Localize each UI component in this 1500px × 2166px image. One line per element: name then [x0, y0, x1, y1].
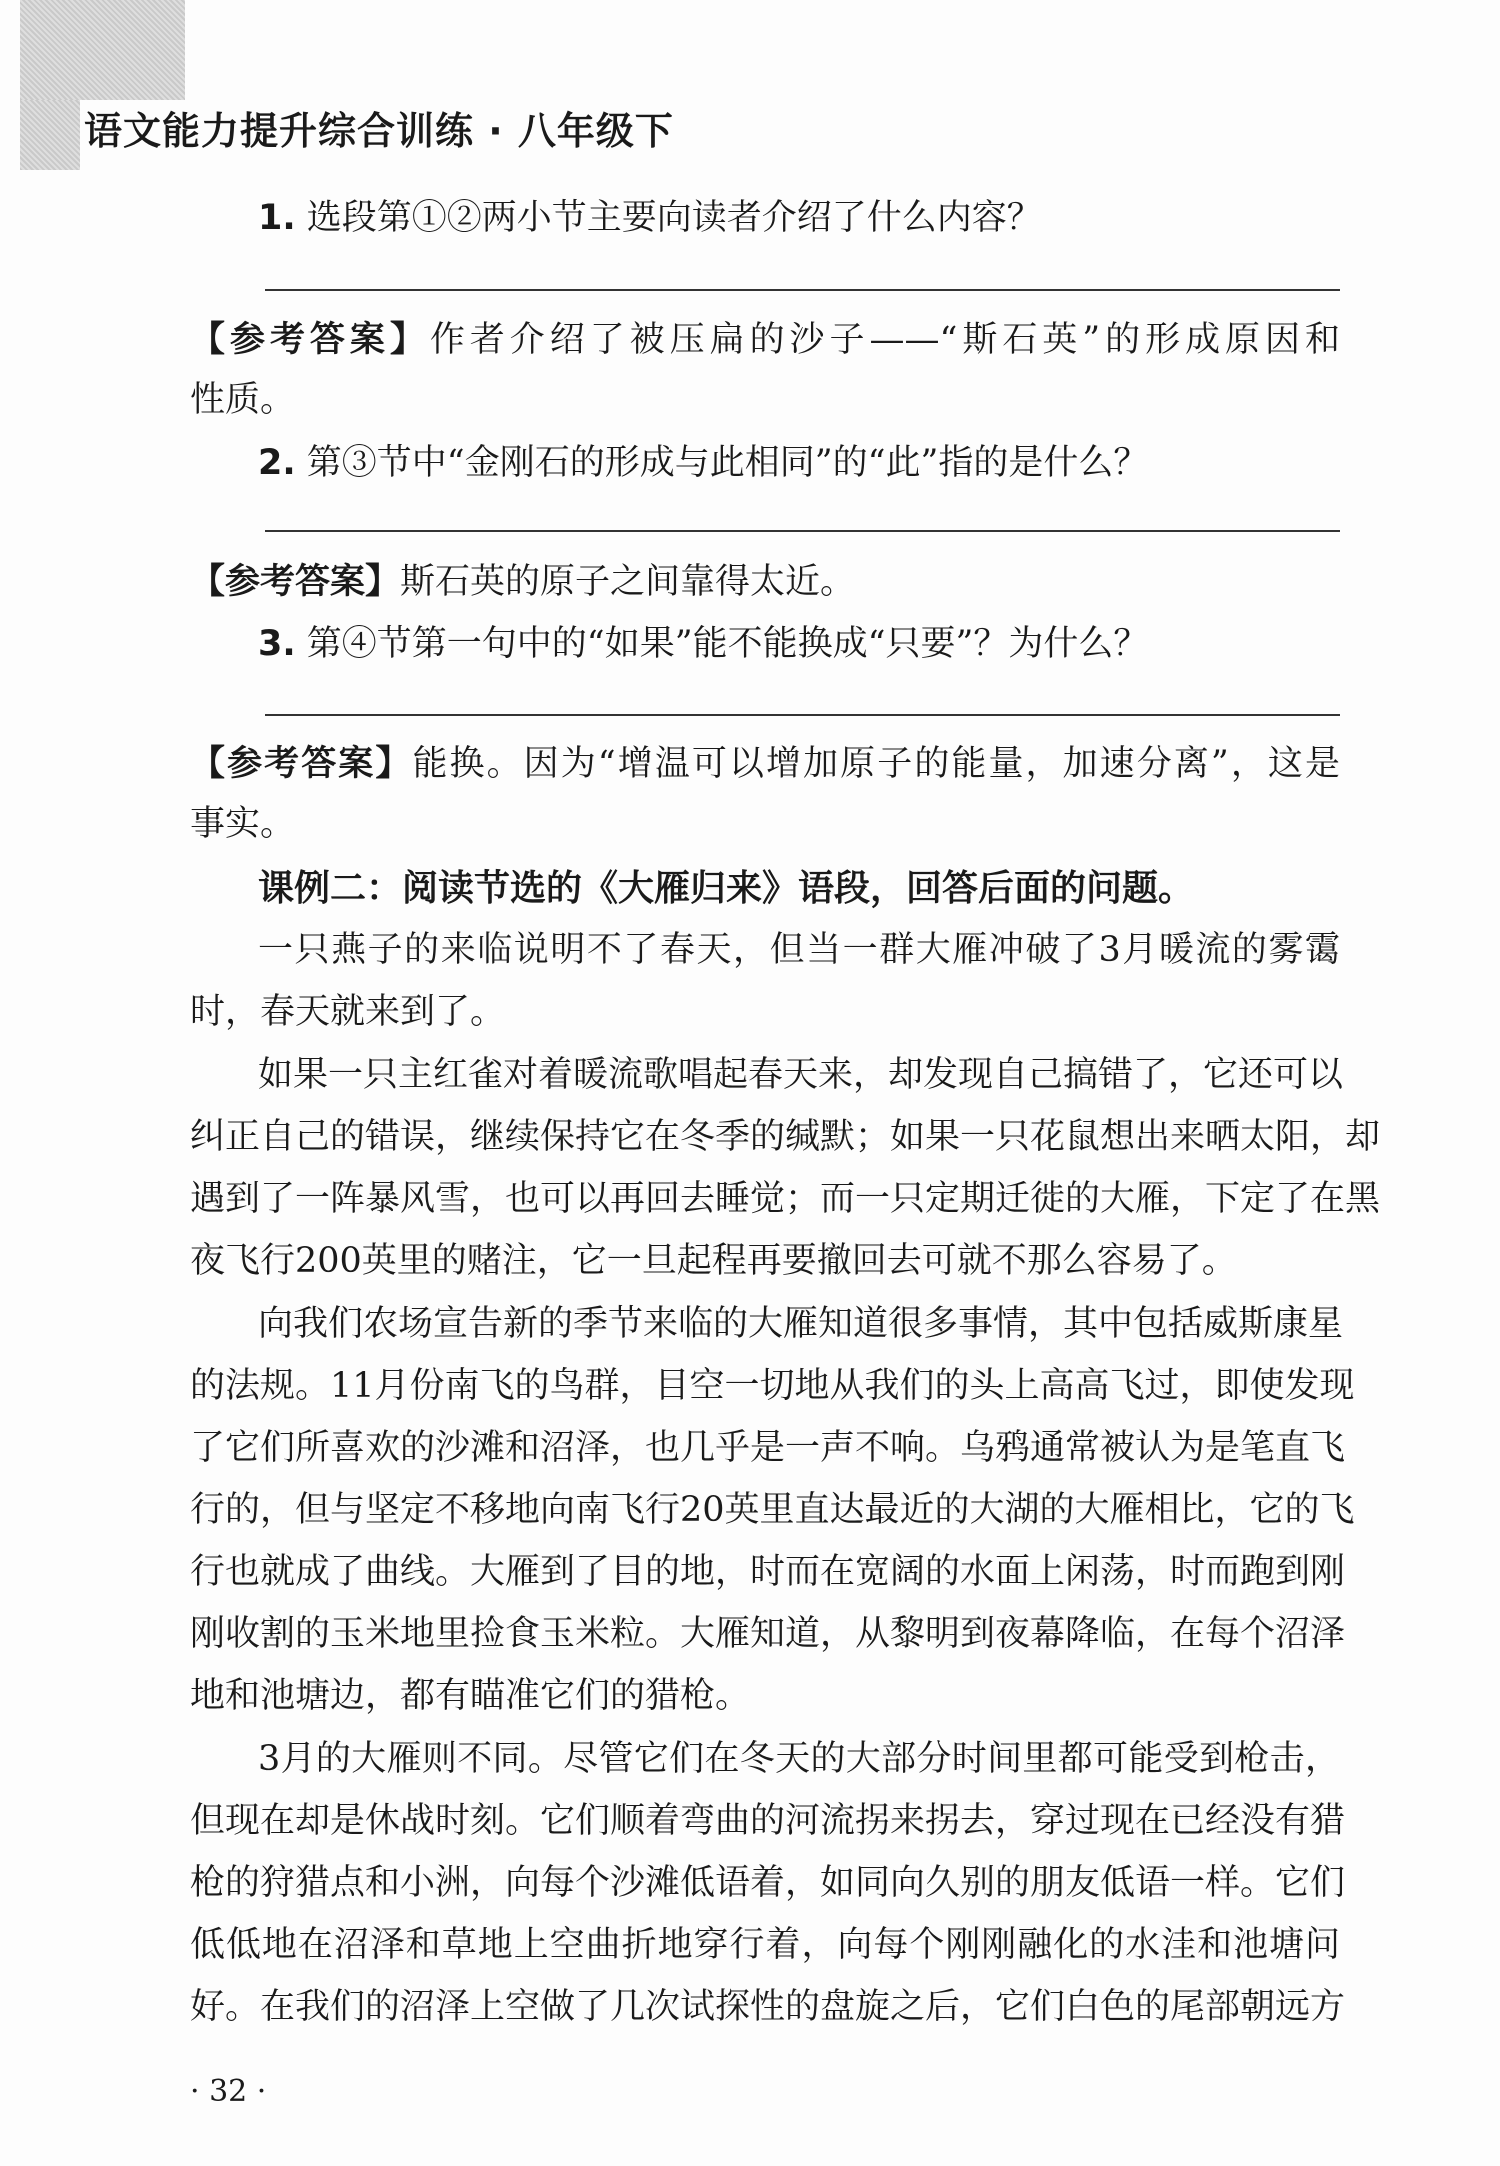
- answer-rule: [265, 714, 1340, 716]
- answer-rule: [265, 530, 1340, 532]
- paragraph-line: 了它们所喜欢的沙滩和沼泽，也几乎是一声不响。乌鸦通常被认为是笔直飞: [190, 1428, 1346, 1468]
- question-number: 2.: [258, 443, 296, 483]
- answer-2: [190, 554, 855, 604]
- page-number: · 32 ·: [190, 2074, 267, 2109]
- question-text: 选段第①②两小节主要向读者介绍了什么内容？: [306, 198, 1042, 238]
- answer-label: 【参考答案】: [190, 320, 430, 360]
- paragraph-line: 纠正自己的错误，继续保持它在冬季的缄默；如果一只花鼠想出来晒太阳，却: [190, 1117, 1381, 1157]
- answer-3-line-1: [190, 736, 1340, 786]
- paragraph-line: 好。在我们的沼泽上空做了几次试探性的盘旋之后，它们白色的尾部朝远方: [190, 1987, 1346, 2027]
- paragraph-line: 地和池塘边，都有瞄准它们的猎枪。: [190, 1676, 751, 1716]
- question-number: 1.: [258, 198, 296, 238]
- paragraph-line: 刚收割的玉米地里捡食玉米粒。大雁知道，从黎明到夜幕降临，在每个沼泽: [190, 1614, 1346, 1654]
- answer-text: 作者介绍了被压扁的沙子——“斯石英”的形成原因和: [429, 320, 1340, 360]
- question-3: [258, 616, 1148, 666]
- paragraph-line: 的法规。11月份南飞的鸟群，目空一切地从我们的头上高高飞过，即使发现: [190, 1366, 1355, 1406]
- answer-text: 斯石英的原子之间靠得太近。: [400, 562, 856, 602]
- answer-3-line-2: 事实。: [190, 804, 296, 844]
- answer-text: 能换。因为“增温可以增加原子的能量，加速分离”，这是: [412, 744, 1340, 784]
- paragraph-line: 夜飞行200英里的赌注，它一旦起程再要撤回去可就不那么容易了。: [190, 1241, 1237, 1281]
- paragraph-line: 如果一只主红雀对着暖流歌唱起春天来，却发现自己搞错了，它还可以: [258, 1055, 1344, 1095]
- question-1: [258, 190, 1042, 240]
- question-text: 第④节第一句中的“如果”能不能换成“只要”？为什么？: [306, 624, 1149, 664]
- paragraph-line: 行的，但与坚定不移地向南飞行20英里直达最近的大湖的大雁相比，它的飞: [190, 1490, 1355, 1530]
- question-text: 第③节中“金刚石的形成与此相同”的“此”指的是什么？: [306, 443, 1149, 483]
- paragraph-line: 时，春天就来到了。: [190, 992, 506, 1032]
- running-header: 语文能力提升综合训练 · 八年级下: [84, 109, 674, 153]
- paragraph-line: 行也就成了曲线。大雁到了目的地，时而在宽阔的水面上闲荡，时而跑到刚: [190, 1552, 1346, 1592]
- answer-label: 【参考答案】: [190, 562, 401, 602]
- answer-1-line-1: [190, 312, 1340, 362]
- corner-decoration: [20, 0, 185, 100]
- paragraph-line: 遇到了一阵暴风雪，也可以再回去睡觉；而一只定期迁徙的大雁，下定了在黑: [190, 1179, 1381, 1219]
- answer-rule: [265, 289, 1340, 291]
- paragraph-line: 但现在却是休战时刻。它们顺着弯曲的河流拐来拐去，穿过现在已经没有猎: [190, 1801, 1346, 1841]
- paragraph-line: 低低地在沼泽和草地上空曲折地穿行着，向每个刚刚融化的水洼和池塘问: [190, 1925, 1340, 1965]
- answer-label: 【参考答案】: [190, 744, 413, 784]
- paragraph-line: 一只燕子的来临说明不了春天，但当一群大雁冲破了3月暖流的雾霭: [258, 930, 1340, 970]
- corner-decoration-lower: [20, 100, 80, 170]
- question-2: [258, 435, 1148, 485]
- question-number: 3.: [258, 624, 296, 664]
- paragraph-line: 向我们农场宣告新的季节来临的大雁知道很多事情，其中包括威斯康星: [258, 1304, 1344, 1344]
- answer-1-line-2: 性质。: [190, 380, 296, 420]
- section-title: 课例二：阅读节选的《大雁归来》语段，回答后面的问题。: [258, 868, 1195, 909]
- paragraph-line: 枪的狩猎点和小洲，向每个沙滩低语着，如同向久别的朋友低语一样。它们: [190, 1863, 1346, 1903]
- paragraph-line: 3月的大雁则不同。尽管它们在冬天的大部分时间里都可能受到枪击，: [258, 1739, 1340, 1779]
